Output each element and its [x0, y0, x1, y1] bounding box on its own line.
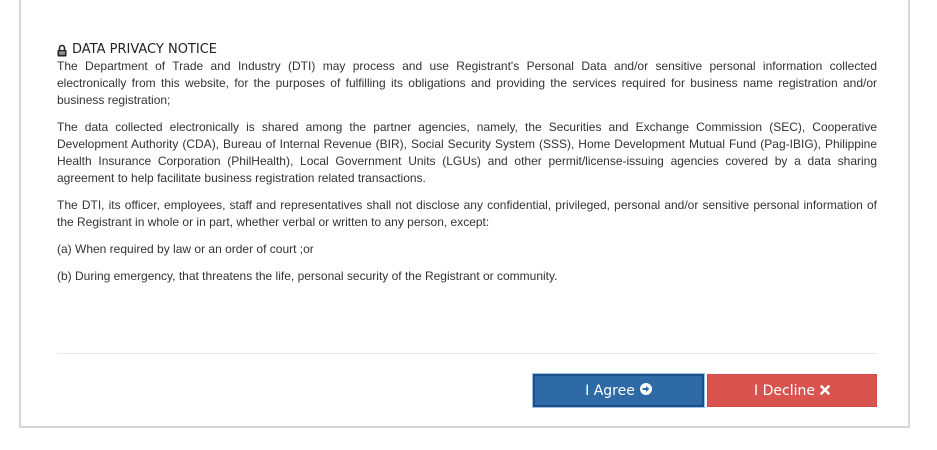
times-icon: [820, 383, 830, 399]
privacy-modal: [19, 0, 910, 428]
arrow-circle-right-icon: [640, 383, 652, 399]
agree-button-label: I Agree: [585, 382, 635, 399]
notice-paragraph-1: The Department of Trade and Industry (DTI) may process and use Registrant's Personal Data and/or sensitive personal information collected electronically from this website, for the purposes of fulfilling its obligations and providing the services required for business name registration and/or business registration;: [57, 59, 877, 107]
notice-paragraph-2: The data collected electronically is shared among the partner agencies, namely, the Securities and Exchange Commission (SEC), Cooperative Development Authority (CDA), Bureau of Internal Revenue (BIR), Social Security System (SSS), Home Development Mutual Fund (Pag-IBIG), Philippine Health Insurance Corporation (PhilHealth), Local Government Units (LGUs) and other permit/license-issuing agencies covered by a data sharing agreement to help facilitate business registration related transactions.: [57, 120, 877, 185]
notice-exception-a: (a) When required by law or an order of court ;or: [57, 242, 314, 256]
notice-paragraph-3: The DTI, its officer, employees, staff and representatives shall not disclose any confidential, privileged, personal and/or sensitive personal information of the Registrant in whole or in part, whether verbal or written to any person, except:: [57, 198, 877, 229]
decline-button-label: I Decline: [754, 382, 815, 399]
lock-icon: [57, 44, 67, 57]
notice-exception-b: (b) During emergency, that threatens the life, personal security of the Registrant or community.: [57, 269, 558, 283]
notice-title: DATA PRIVACY NOTICE: [72, 42, 217, 57]
privacy-notice: [57, 41, 877, 295]
decline-button[interactable]: [707, 374, 877, 407]
footer-divider: [57, 353, 877, 354]
notice-heading: [57, 41, 877, 59]
agree-button[interactable]: [533, 374, 704, 407]
